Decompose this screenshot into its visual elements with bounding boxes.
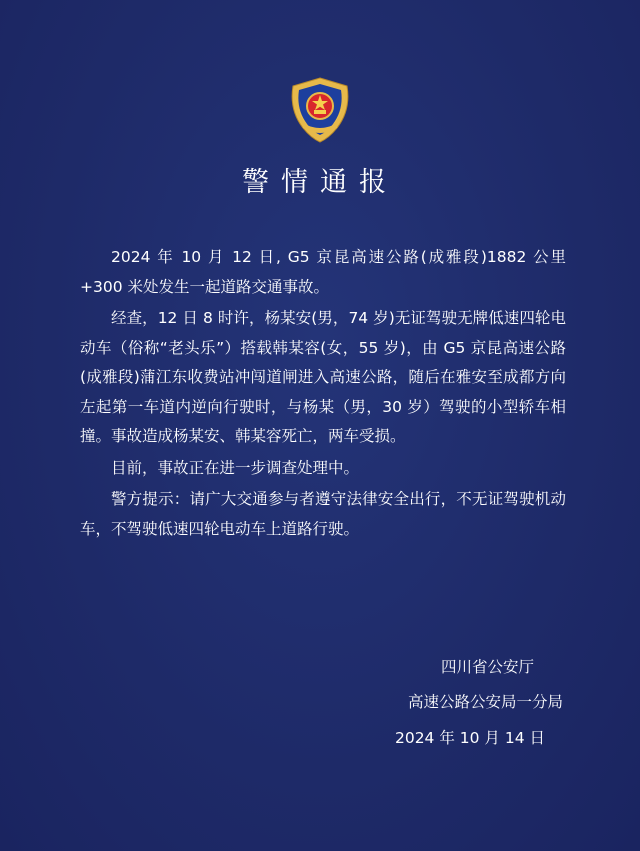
paragraph-status: 目前，事故正在进一步调查处理中。 bbox=[111, 458, 360, 477]
notice-body bbox=[80, 243, 566, 546]
paragraph-police-tip: 警方提示：请广大交通参与者遵守法律安全出行，不无证驾驶机动车，不驾驶低速四轮电动车上道路行驶。 bbox=[80, 490, 566, 538]
police-badge-icon bbox=[287, 76, 353, 144]
paragraph-investigation: 经查，12 日 8 时许，杨某安(男，74 岁)无证驾驶无牌低速四轮电动车（俗称“老头乐”）搭载韩某容(女，55 岁)，由 G5 京昆高速公路(成雅段)蒲江东收费站冲闯道闸进入高速公路，随后在雅安至成都方向左起第一车道内逆向行驶时，与杨某（男，30 岁）驾驶的小型轿车相撞。事故造成杨某安、韩某容死亡，两车受损。 bbox=[80, 309, 566, 445]
paragraph-incident: 2024 年 10 月 12 日, G5 京昆高速公路(成雅段)1882 公里+300 米处发生一起道路交通事故。 bbox=[80, 248, 566, 296]
notice-title: 警情通报 bbox=[242, 167, 398, 198]
signature-unit: 高速公路公安局一分局 bbox=[407, 693, 563, 711]
signature-date: 2024 年 10 月 14 日 bbox=[394, 729, 545, 747]
signature-org: 四川省公安厅 bbox=[440, 658, 534, 676]
